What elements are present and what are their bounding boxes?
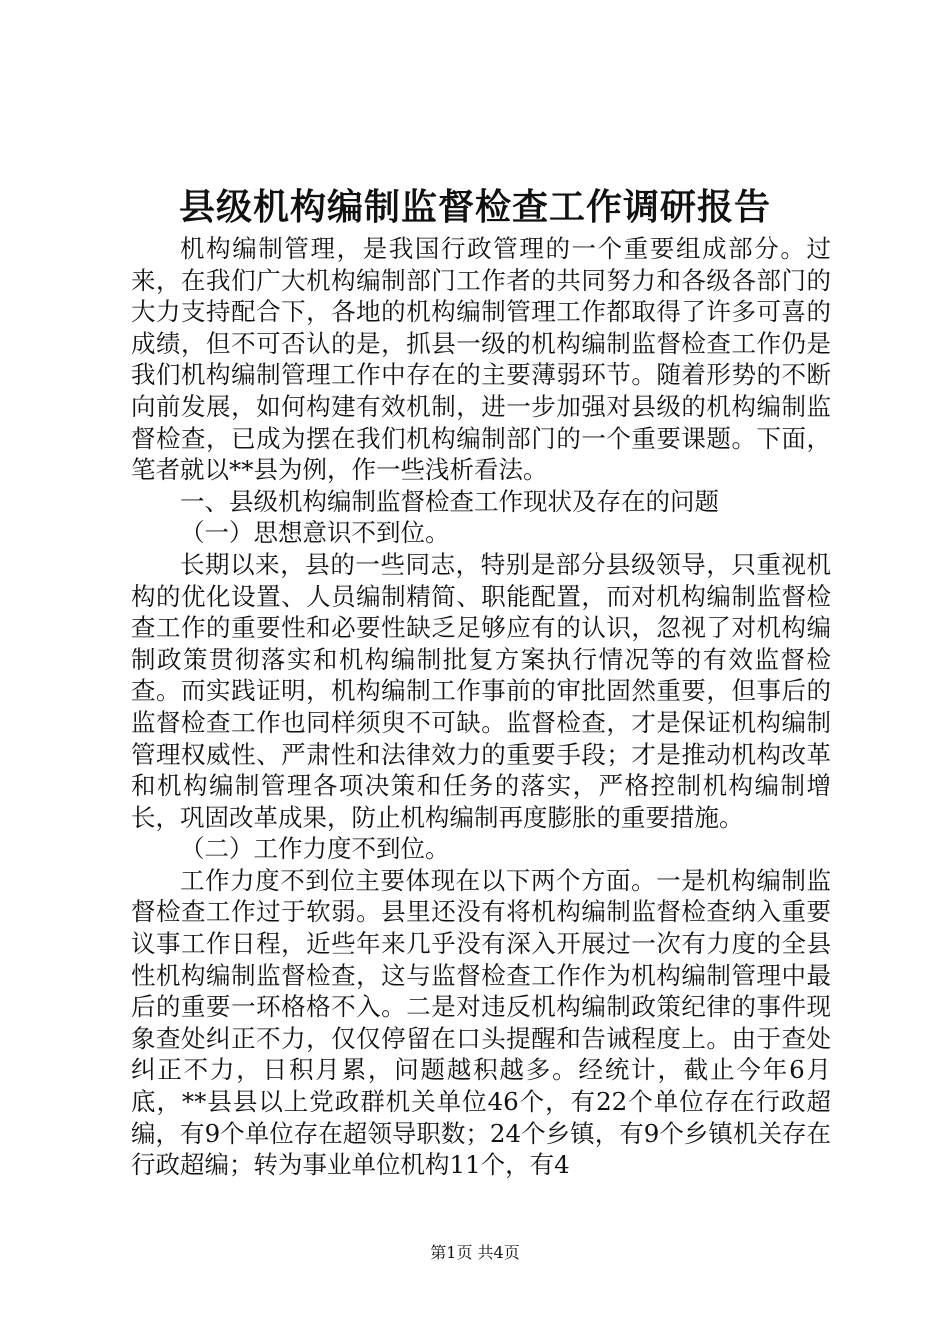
paragraph-awareness: 长期以来，县的一些同志，特别是部分县级领导，只重视机构的优化设置、人员编制精简、职能配置，而对机构编制监督检查工作的重要性和必要性缺乏足够应有的认识，忽视了对机构编制政策贯彻落实和机构编制批复方案执行情况等的有效监督检查。而实践证明，机构编制工作事前的审批固然重要，但事后的监督检查工作也同样须臾不可缺。监督检查，才是保证机构编制管理权威性、严肃性和法律效力的重要手段；才是推动机构改革和机构编制管理各项决策和任务的落实，严格控制机构编制增长，巩固改革成果，防止机构编制再度膨胀的重要措施。 [131, 549, 831, 832]
section-heading-1: 一、县级机构编制监督检查工作现状及存在的问题 [180, 486, 719, 516]
document-title: 县级机构编制监督检查工作调研报告 [178, 186, 771, 228]
page-footer: 第1页 共4页 [430, 1243, 520, 1262]
subheading-2: （二）工作力度不到位。 [180, 834, 450, 864]
paragraph-effort: 工作力度不到位主要体现在以下两个方面。一是机构编制监督检查工作过于软弱。县里还没有将机构编制监督检查纳入重要议事工作日程，近些年来几乎没有深入开展过一次有力度的全县性机构编制监督检查，这与监督检查工作作为机构编制管理中最后的重要一环格格不入。二是对违反机构编制政策纪律的事件现象查处纠正不力，仅仅停留在口头提醒和告诫程度上。由于查处纠正不力，日积月累，问题越积越多。经统计，截止今年6月底，**县县以上党政群机关单位46个，有22个单位存在行政超编，有9个单位存在超领导职数；24个乡镇，有9个乡镇机关存在行政超编；转为事业单位机构11个，有4 [131, 865, 831, 1180]
document-body [131, 233, 831, 1181]
paragraph-intro: 机构编制管理，是我国行政管理的一个重要组成部分。过来，在我们广大机构编制部门工作者的共同努力和各级各部门的大力支持配合下，各地的机构编制管理工作都取得了许多可喜的成绩，但不可否认的是，抓县一级的机构编制监督检查工作仍是我们机构编制管理工作中存在的主要薄弱环节。随着形势的不断向前发展，如何构建有效机制，进一步加强对县级的机构编制监督检查，已成为摆在我们机构编制部门的一个重要课题。下面，笔者就以**县为例，作一些浅析看法。 [131, 234, 831, 485]
subheading-1: （一）思想意识不到位。 [180, 518, 450, 548]
